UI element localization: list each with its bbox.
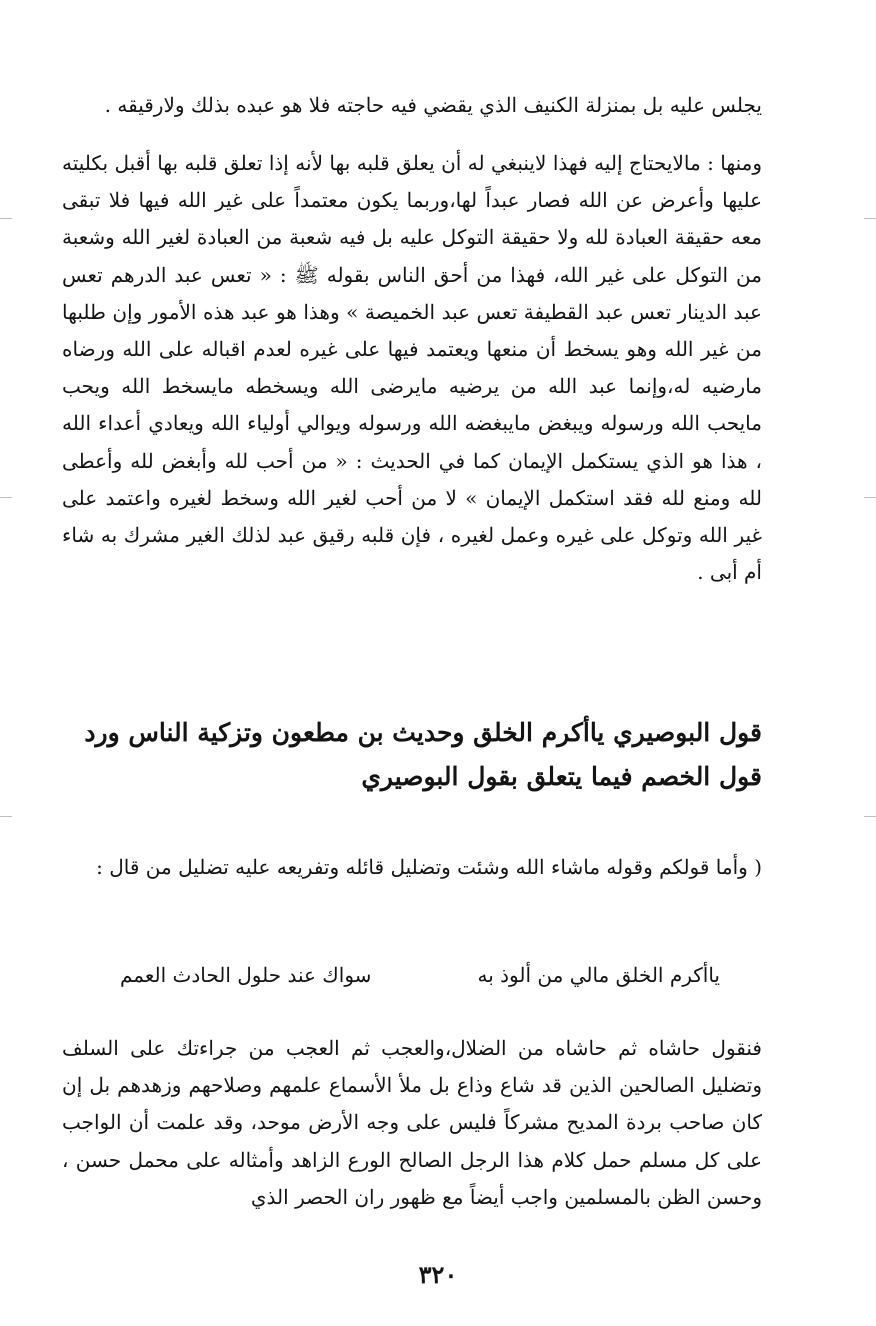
paragraph-response: فنقول حاشاه ثم حاشاه من الضلال،والعجب ثم العجب من جراءتك على السلف وتضليل الصالحين الذين قد شاع وذاع بل ملأ الأسماع علمهم وصلاحهم وزهدهم بل إن كان صاحب بردة المديح مشركاً فليس على وجه الأرض موحد، وقد علمت أن الواجب على كل مسلم حمل كلام هذا الرجل الصالح الورع الزاهد وأمثاله على محمل حسن ، وحسن الظن بالمسلمين واجب أيضاً مع ظهور ران الحصر الذي — [62, 1036, 762, 1209]
scan-edge-mark — [864, 497, 876, 498]
page-number: ٣٢٠ — [418, 1260, 458, 1289]
scan-edge-mark — [0, 497, 12, 498]
poetry-verse — [120, 955, 720, 995]
verse-second-hemistich: سواك عند حلول الحادث العمم — [120, 963, 372, 987]
scan-edge-mark — [864, 816, 876, 817]
scan-edge-mark — [0, 218, 12, 219]
scan-edge-mark — [864, 218, 876, 219]
paragraph-quote: ( وأما قولكم وقوله ماشاء الله وشئت وتضليل قائله وتفريعه عليه تضليل من قال : — [96, 855, 762, 879]
verse-first-hemistich: ياأكرم الخلق مالي من ألوذ به — [477, 963, 720, 987]
scan-edge-mark — [0, 816, 12, 817]
section-heading: قول البوصيري ياأكرم الخلق وحديث بن مطعون وتزكية الناس ورد قول الخصم فيما يتعلق بقول البوصيري — [84, 718, 762, 791]
paragraph-continuation: يجلس عليه بل بمنزلة الكنيف الذي يقضي فيه حاجته فلا هو عبده بذلك ولارقيقه . — [104, 93, 762, 117]
paragraph-main: ومنها : مالايحتاج إليه فهذا لاينبغي له أن يعلق قلبه بها لأنه إذا تعلق قلبه بها أقبل بكليته عليها وأعرض عن الله فصار عبداً لها،وربما يكون معتمداً على غير الله فيها فلا تبقى معه حقيقة العبادة لله ولا حقيقة التوكل عليه بل فيه شعبة من العبادة لغير الله وشعبة من التوكل على غير الله، فهذا من أحق الناس بقوله ﷺ : « تعس عبد الدرهم تعس عبد الدينار تعس عبد القطيفة تعس عبد الخميصة » وهذا هو عبد هذه الأمور وإن طلبها من غير الله وهو يسخط أن منعها ويعتمد فيها على غيره لعدم اقباله على الله ورضاه مارضيه له،وإنما عبد الله من يرضيه مايرضى الله ويسخطه مايسخط الله ويحب مايحب الله ورسوله ويبغض مايبغضه الله ورسوله ويوالي أولياء الله ويعادي أعداء الله ، هذا هو الذي يستكمل الإيمان كما في الحديث : « من أحب لله وأبغض لله وأعطى لله ومنع لله فقد استكمل الإيمان » لا من أحب لغير الله وسخط لغيره واعتمد على غير الله وتوكل على غيره وعمل لغيره ، فإن قلبه رقيق عبد لذلك الغير مشرك به شاء أم أبى . — [62, 151, 762, 585]
